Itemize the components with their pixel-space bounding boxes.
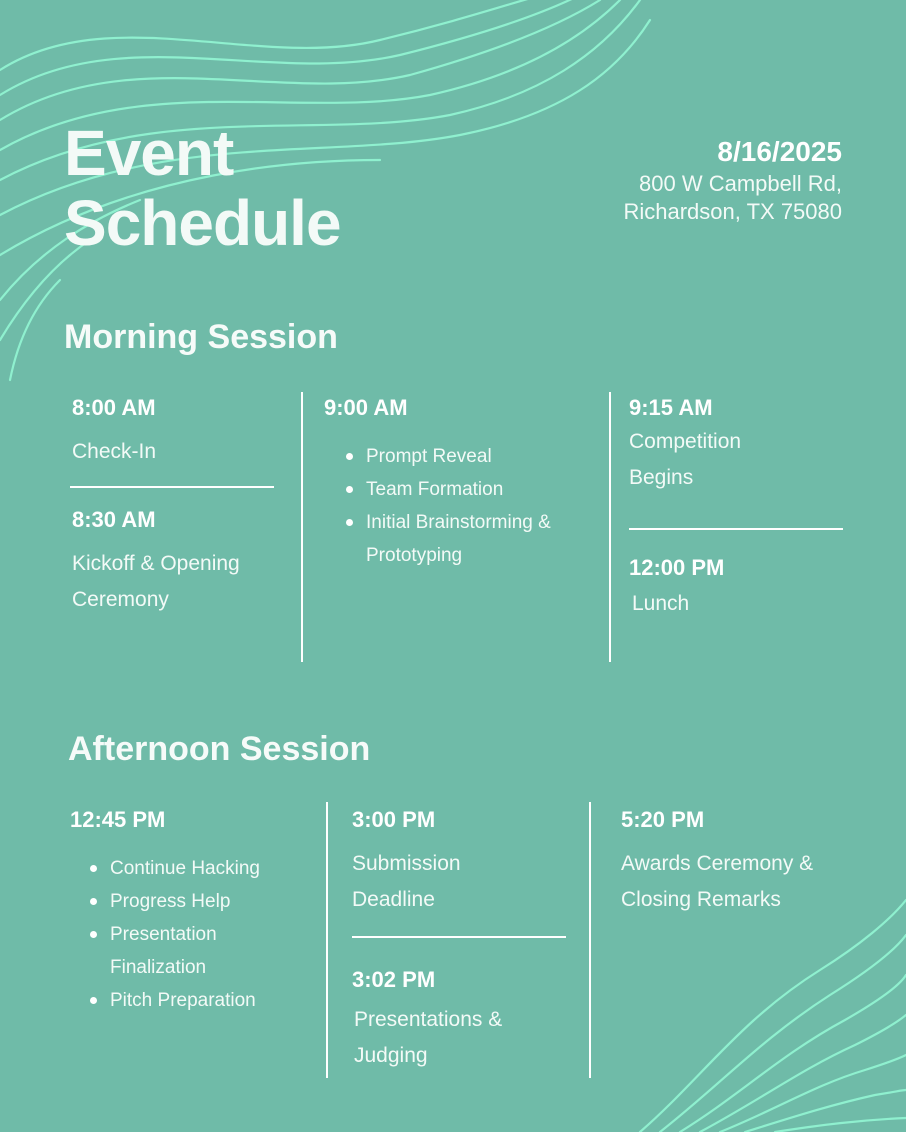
- vertical-divider: [589, 802, 591, 1078]
- afternoon-bullet-list: [88, 852, 288, 1017]
- list-item: Presentation Finalization: [88, 918, 260, 984]
- time-3-02: 3:02 PM: [352, 967, 436, 992]
- title-line-event: Event: [64, 117, 234, 189]
- vertical-divider: [609, 392, 611, 662]
- time-3-00: 3:00 PM: [352, 807, 436, 832]
- address-line-1: 800 W Campbell Rd,: [639, 171, 842, 196]
- afternoon-column-1: [70, 806, 310, 1017]
- time-9-00: 9:00 AM: [324, 395, 408, 420]
- time-9-15: 9:15 AM: [629, 395, 713, 420]
- time-8-30: 8:30 AM: [72, 507, 156, 532]
- list-item: Progress Help: [88, 885, 288, 918]
- event-submission-deadline: Submission Deadline: [352, 852, 461, 911]
- event-check-in: Check-In: [72, 440, 157, 463]
- list-item: Pitch Preparation: [88, 984, 288, 1017]
- morning-bullet-list: [344, 440, 594, 572]
- event-date: 8/16/2025: [717, 136, 842, 167]
- title-line-schedule: Schedule: [64, 187, 341, 259]
- address-line-2: Richardson, TX 75080: [623, 199, 842, 224]
- morning-column-2: [324, 394, 594, 572]
- afternoon-column-3: [621, 806, 861, 918]
- list-item: Team Formation: [344, 473, 594, 506]
- event-presentations-judging: Presentations & Judging: [354, 1008, 503, 1067]
- time-12-45: 12:45 PM: [70, 807, 166, 832]
- divider: [352, 936, 566, 938]
- morning-column-1: [72, 394, 276, 618]
- afternoon-column-2: [352, 806, 566, 1074]
- list-item: Initial Brainstorming & Prototyping: [344, 506, 594, 572]
- list-item: Continue Hacking: [88, 852, 288, 885]
- time-12-00: 12:00 PM: [629, 555, 725, 580]
- divider: [629, 528, 843, 530]
- event-competition-begins: Competition Begins: [629, 430, 742, 489]
- event-info: [623, 134, 842, 226]
- event-lunch: Lunch: [632, 592, 690, 615]
- vertical-divider: [326, 802, 328, 1078]
- event-kickoff: Kickoff & Opening Ceremony: [72, 552, 240, 611]
- morning-column-3: [629, 394, 843, 622]
- list-item: Prompt Reveal: [344, 440, 594, 473]
- time-8-00: 8:00 AM: [72, 395, 156, 420]
- event-awards-ceremony: Awards Ceremony & Closing Remarks: [621, 852, 814, 911]
- page-title: [64, 118, 341, 258]
- divider: [70, 486, 274, 488]
- morning-session-title: Morning Session: [64, 318, 338, 356]
- vertical-divider: [301, 392, 303, 662]
- afternoon-session-title: Afternoon Session: [68, 730, 371, 768]
- time-5-20: 5:20 PM: [621, 807, 705, 832]
